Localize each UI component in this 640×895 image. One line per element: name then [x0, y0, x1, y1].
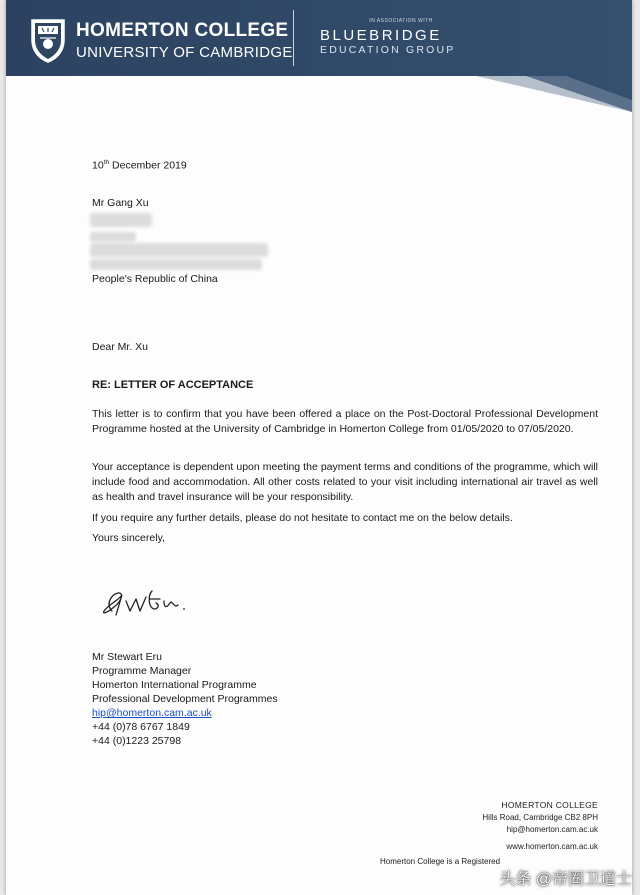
signatory-department: Homerton International Programme	[92, 679, 257, 691]
closing: Yours sincerely,	[92, 532, 165, 544]
footer-college-name: HOMERTON COLLEGE	[501, 800, 598, 810]
salutation: Dear Mr. Xu	[92, 341, 149, 353]
redacted-address-line-4	[90, 259, 262, 270]
handwritten-signature	[98, 565, 218, 625]
letter-subject: RE: LETTER OF ACCEPTANCE	[92, 379, 254, 391]
redacted-address-line-1	[90, 213, 152, 227]
signatory-programmes: Professional Development Programmes	[92, 693, 278, 705]
college-crest-icon	[28, 16, 68, 64]
paragraph-offer: This letter is to confirm that you have been offered a place on the Post-Doctoral Professional Development Programme hosted at the University of Cambridge in Homerton College from 01/05/2020 to 07/05/2020.	[92, 408, 598, 435]
redacted-address-line-3	[90, 243, 268, 257]
college-name: HOMERTON COLLEGE	[76, 20, 289, 41]
signatory-email-link[interactable]: hip@homerton.cam.ac.uk	[92, 707, 212, 719]
redacted-address-line-2	[90, 232, 136, 242]
date-day: 10	[92, 159, 104, 172]
header-divider	[293, 10, 294, 66]
recipient-name: Mr Gang Xu	[92, 197, 149, 209]
signatory-role: Programme Manager	[92, 665, 192, 677]
footer-address	[482, 799, 598, 853]
signatory-name: Mr Stewart Eru	[92, 651, 163, 663]
paragraph-conditions: Your acceptance is dependent upon meeting the payment terms and conditions of the programme, which will include food and accommodation. All other costs related to your visit including international air travel as well as health and travel insurance will be your responsibility.	[92, 461, 598, 503]
date-suffix: th	[103, 159, 110, 166]
signatory-mobile: +44 (0)78 6767 1849	[92, 721, 190, 733]
paragraph-contact: If you require any further details, please do not hesitate to contact me on the below details.	[92, 512, 513, 524]
footer-website: www.homerton.cam.ac.uk	[506, 841, 598, 851]
signatory-phone: +44 (0)1223 25798	[92, 735, 182, 747]
signatory-block	[92, 650, 278, 748]
partner-name: BLUEBRIDGE	[320, 27, 442, 44]
letter-date	[92, 155, 187, 174]
letter-sheet	[6, 0, 632, 895]
footer-registration: Homerton College is a Registered	[380, 857, 501, 866]
watermark-text: 头条 @帝圈卫道士	[499, 871, 632, 888]
date-rest: December 2019	[109, 159, 187, 172]
association-text: IN ASSOCIATION WITH	[369, 18, 433, 24]
partner-subtitle: EDUCATION GROUP	[320, 44, 456, 56]
college-subtitle: UNIVERSITY OF CAMBRIDGE	[76, 44, 293, 61]
recipient-country: People's Republic of China	[92, 273, 218, 285]
footer-street: Hills Road, Cambridge CB2 8PH	[482, 812, 598, 822]
footer-email: hip@homerton.cam.ac.uk	[506, 825, 598, 834]
